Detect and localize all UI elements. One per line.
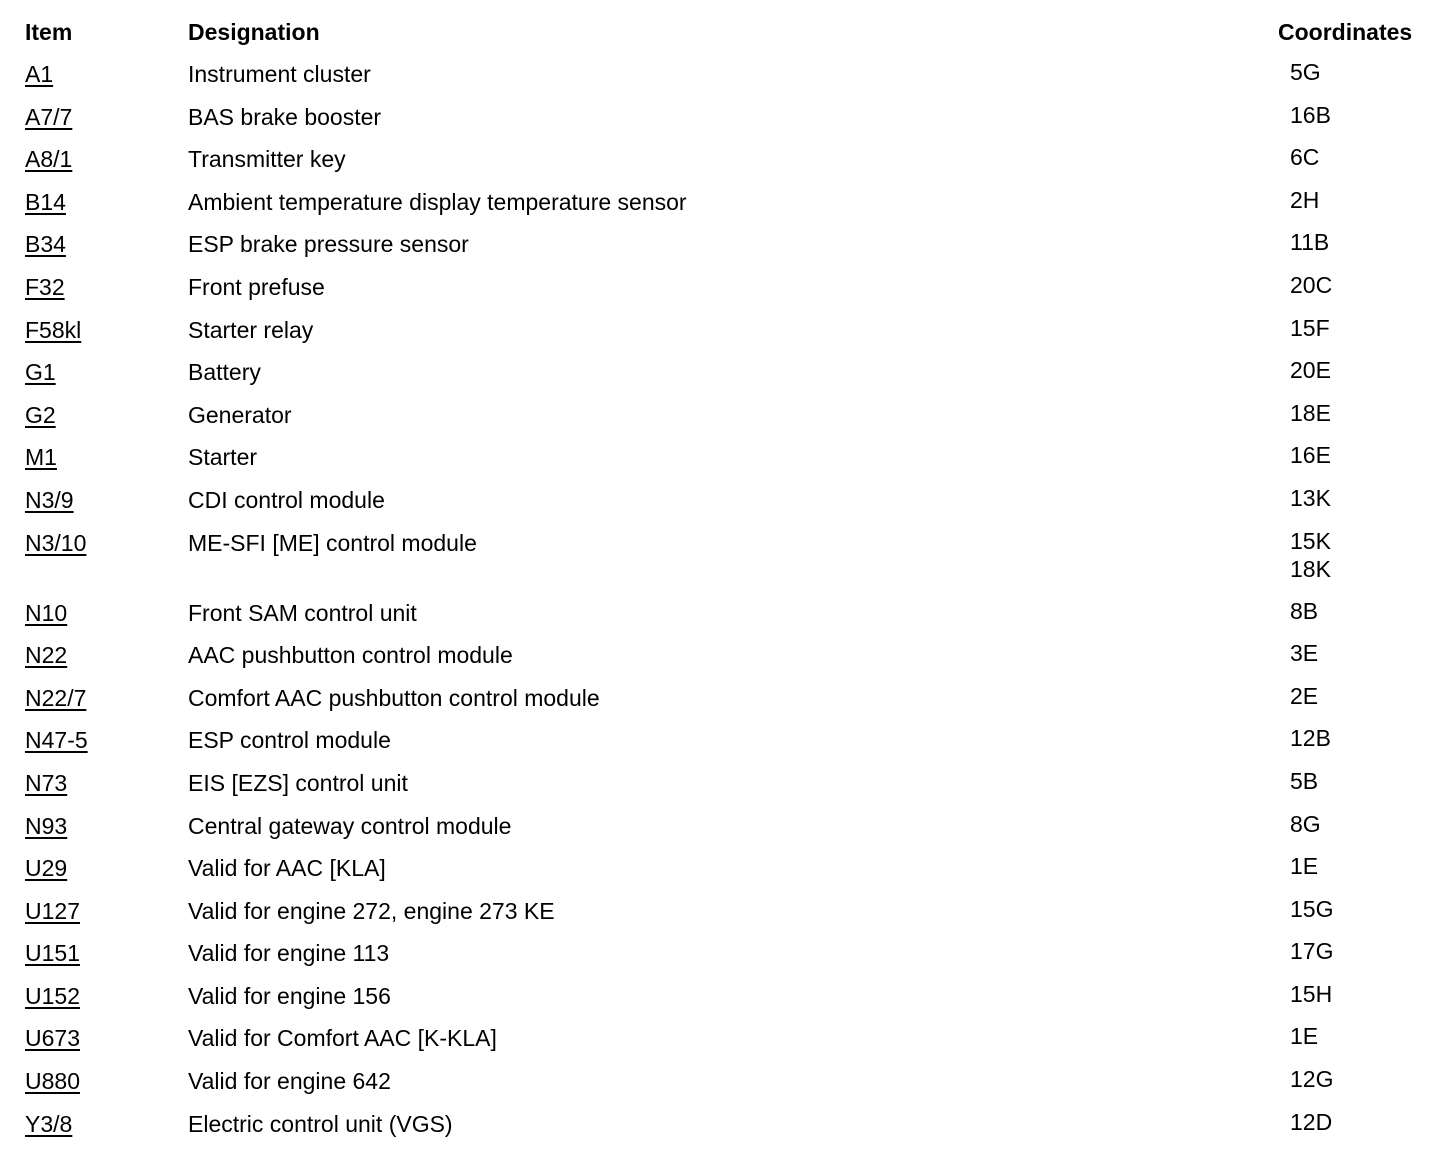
coordinate-value: 1E [1290, 853, 1319, 880]
coordinate-value: 15H [1290, 980, 1333, 1007]
designation-text: ESP control module [188, 727, 391, 754]
designation-text: Starter [188, 444, 258, 471]
coordinates-cell [1290, 399, 1331, 427]
coordinate-value: 5G [1290, 59, 1321, 85]
table-row [0, 527, 1456, 597]
designation-text: Comfort AAC pushbutton control module [188, 684, 600, 711]
item-link[interactable]: A7/7 [25, 103, 73, 130]
coordinates-cell [1290, 895, 1333, 923]
item-link[interactable]: F58kl [25, 316, 82, 343]
table-row [0, 356, 1456, 399]
column-header-designation: Designation [188, 19, 320, 45]
designation-text: Front prefuse [188, 273, 325, 300]
table-row [0, 937, 1456, 980]
coordinates-cell [1290, 356, 1331, 384]
column-header-item: Item [25, 19, 73, 45]
coordinates-cell [1290, 441, 1331, 469]
table-row [0, 399, 1456, 442]
item-link[interactable]: N3/10 [25, 529, 87, 556]
coordinate-value: 3E [1290, 640, 1319, 667]
designation-text: Valid for Comfort AAC [K-KLA] [188, 1025, 497, 1052]
coordinate-value: 16E [1290, 442, 1331, 469]
designation-text: Starter relay [188, 316, 314, 343]
table-row [0, 724, 1456, 767]
item-link[interactable]: N22/7 [25, 684, 87, 711]
coordinate-value: 2H [1290, 186, 1320, 213]
table-row [0, 101, 1456, 144]
designation-text: EIS [EZS] control unit [188, 769, 408, 796]
item-link[interactable]: A8/1 [25, 146, 73, 173]
coordinates-cell [1290, 314, 1330, 342]
item-link[interactable]: Y3/8 [25, 1110, 73, 1137]
designation-text: AAC pushbutton control module [188, 642, 513, 669]
coordinate-value: 18K [1290, 555, 1331, 582]
table-row [0, 1022, 1456, 1065]
designation-text: Valid for engine 642 [188, 1068, 391, 1095]
item-link[interactable]: N10 [25, 599, 68, 626]
table-row [0, 228, 1456, 271]
coordinate-value: 15G [1290, 895, 1334, 922]
designation-text: Ambient temperature display temperature sensor [188, 188, 687, 215]
item-link[interactable]: U673 [25, 1025, 80, 1052]
coordinate-value: 8G [1290, 810, 1321, 837]
coordinate-value: 11B [1290, 229, 1330, 256]
designation-text: CDI control module [188, 486, 385, 513]
table-row [0, 682, 1456, 725]
coordinate-value: 15K [1290, 527, 1331, 554]
coordinates-cell [1290, 228, 1329, 256]
coordinates-cell [1290, 980, 1332, 1008]
coordinate-value: 12G [1290, 1066, 1334, 1093]
item-link[interactable]: U29 [25, 855, 68, 882]
table-row [0, 895, 1456, 938]
coordinates-cell [1290, 271, 1332, 299]
coordinates-cell [1290, 143, 1319, 171]
coordinate-value: 15F [1290, 314, 1330, 341]
item-link[interactable]: M1 [25, 444, 57, 471]
coordinate-value: 18E [1290, 399, 1331, 426]
item-link[interactable]: N22 [25, 642, 68, 669]
item-link[interactable]: G1 [25, 359, 56, 386]
table-row [0, 58, 1456, 101]
coordinate-value: 1E [1290, 1023, 1319, 1050]
designation-text: Valid for engine 272, engine 273 KE [188, 897, 555, 924]
designation-text: Valid for engine 113 [188, 940, 390, 967]
coordinate-value: 17G [1290, 938, 1334, 965]
item-link[interactable]: U151 [25, 940, 80, 967]
designation-text: ME-SFI [ME] control module [188, 529, 477, 556]
designation-text: ESP brake pressure sensor [188, 231, 469, 258]
table-row [0, 271, 1456, 314]
table-row [0, 1065, 1456, 1108]
column-header-coordinates: Coordinates [1278, 19, 1413, 45]
designation-text: Generator [188, 401, 292, 428]
coordinate-value: 12B [1290, 725, 1331, 752]
coordinates-cell [1290, 810, 1321, 838]
table-row [0, 441, 1456, 484]
designation-text: Instrument cluster [188, 61, 371, 87]
table-row [0, 484, 1456, 527]
table-row [0, 1108, 1456, 1151]
coordinates-cell [1290, 186, 1319, 214]
coordinate-value: 6C [1290, 144, 1320, 171]
coordinates-cell [1290, 937, 1333, 965]
table-header [0, 16, 1456, 48]
coordinates-cell [1290, 639, 1318, 667]
designation-text: Electric control unit (VGS) [188, 1110, 453, 1137]
designation-text: Front SAM control unit [188, 599, 417, 626]
table-row [0, 639, 1456, 682]
designation-text: Battery [188, 359, 261, 386]
table-row [0, 810, 1456, 853]
table-row [0, 852, 1456, 895]
coordinate-value: 2E [1290, 682, 1319, 709]
coordinates-cell [1290, 597, 1318, 625]
item-link[interactable]: F32 [25, 273, 65, 300]
coordinates-cell [1290, 58, 1321, 86]
item-link[interactable]: U880 [25, 1068, 80, 1095]
designation-text: Valid for AAC [KLA] [188, 855, 386, 882]
coordinates-cell [1290, 767, 1318, 795]
table-row [0, 186, 1456, 229]
table-row [0, 314, 1456, 357]
item-link[interactable]: U152 [25, 982, 80, 1009]
coordinate-value: 5B [1290, 767, 1319, 794]
item-link[interactable]: N93 [25, 812, 68, 839]
coordinates-cell [1290, 1065, 1333, 1093]
coordinates-cell [1290, 484, 1331, 512]
coordinate-value: 16B [1290, 101, 1331, 128]
item-link[interactable]: B34 [25, 231, 66, 258]
item-link[interactable]: N47-5 [25, 727, 88, 754]
table-row [0, 597, 1456, 640]
designation-text: BAS brake booster [188, 103, 382, 130]
item-link[interactable]: U127 [25, 897, 80, 924]
designation-text: Valid for engine 156 [188, 982, 391, 1009]
table-row [0, 143, 1456, 186]
coordinates-cell [1290, 1108, 1332, 1136]
coordinates-cell [1290, 682, 1318, 710]
designation-text: Central gateway control module [188, 812, 512, 839]
coordinates-cell [1290, 101, 1331, 129]
coordinates-cell [1290, 852, 1318, 880]
coordinate-value: 12D [1290, 1108, 1333, 1135]
item-link[interactable]: N3/9 [25, 486, 74, 513]
coordinate-value: 8B [1290, 597, 1319, 624]
table-row [0, 767, 1456, 810]
coordinates-cell [1290, 1022, 1318, 1050]
coordinates-cell [1290, 724, 1331, 752]
coordinate-value: 20C [1290, 271, 1333, 298]
item-link[interactable]: N73 [25, 769, 68, 796]
component-table [0, 58, 1456, 1150]
table-row [0, 980, 1456, 1023]
designation-text: Transmitter key [188, 146, 346, 173]
item-link[interactable]: A1 [25, 61, 54, 87]
coordinate-value: 20E [1290, 357, 1331, 384]
coordinate-value: 13K [1290, 484, 1331, 511]
item-link[interactable]: B14 [25, 188, 66, 215]
item-link[interactable]: G2 [25, 401, 56, 428]
coordinates-cell [1290, 527, 1331, 583]
